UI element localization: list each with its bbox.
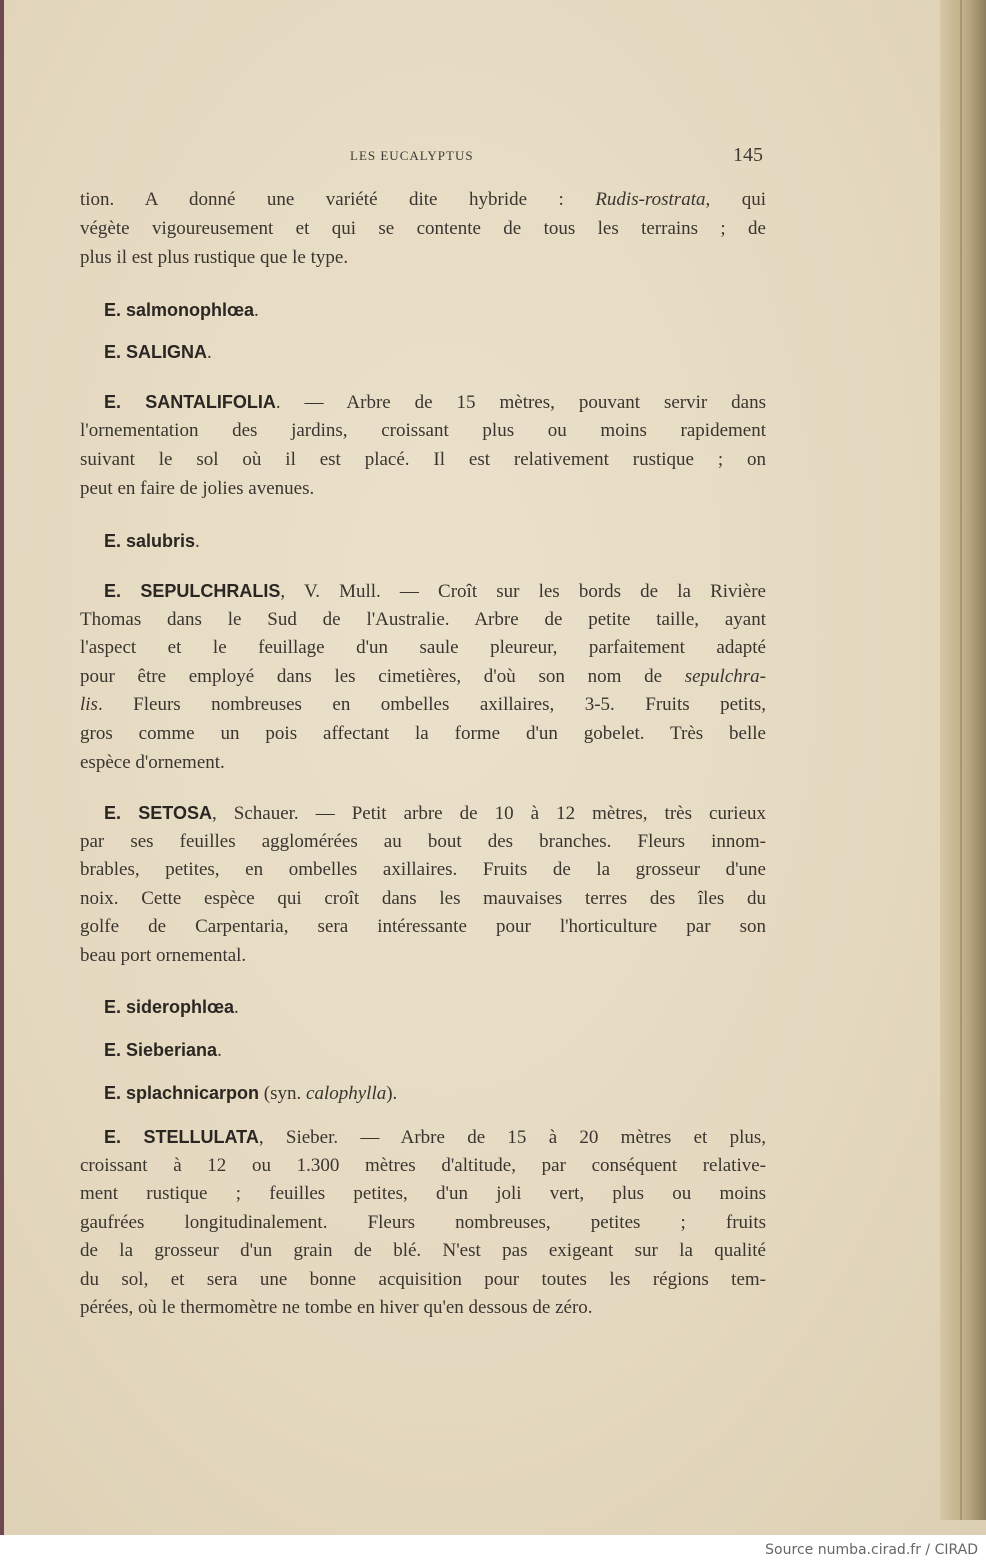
- text-run: .: [254, 300, 259, 321]
- species-name: E. siderophlœa: [104, 997, 235, 1017]
- italic-text: sepulchra-: [684, 665, 766, 687]
- text-line: [80, 420, 766, 442]
- text-run: peut en faire de jolies avenues.: [80, 478, 315, 499]
- text-run: pour être employé dans les cimetières, d'où son nom de: [80, 665, 685, 687]
- text-run: pérées, où le thermomètre ne tombe en hiver qu'en dessous de zéro.: [80, 1297, 593, 1318]
- binding-edge: [0, 0, 4, 1535]
- text-run: l'aspect et le feuillage d'un saule pleureur, parfaitement adapté: [80, 637, 766, 659]
- species-name: E. SANTALIFOLIA: [104, 392, 276, 412]
- page-edges: [940, 0, 986, 1520]
- text-line: [80, 449, 766, 471]
- text-run: , Sieber. — Arbre de 15 à 20 mètres et plus,: [258, 1127, 766, 1148]
- text-line: [80, 888, 766, 910]
- text-run: , qui: [705, 189, 767, 210]
- text-run: beau port ornemental.: [80, 945, 247, 966]
- text-line: [104, 341, 766, 364]
- text-run: suivant le sol où il est placé. Il est relativement rustique ; on: [80, 449, 766, 470]
- text-line: [80, 1183, 766, 1205]
- text-line: [80, 247, 766, 269]
- running-head: LES EUCALYPTUS: [350, 148, 474, 163]
- species-name: E. STELLULATA: [104, 1127, 259, 1147]
- text-line: [80, 189, 766, 211]
- text-line: [104, 580, 766, 603]
- text-line: [104, 1126, 766, 1149]
- species-name: E. SEPULCHRALIS: [104, 581, 281, 601]
- text-line: [80, 666, 766, 688]
- species-name: E. salmonophlœa: [104, 300, 255, 320]
- text-line: [80, 637, 766, 659]
- text-line: [104, 391, 766, 414]
- source-credit: Source numba.cirad.fr / CIRAD: [765, 1542, 978, 1558]
- text-run: croissant à 12 ou 1.300 mètres d'altitude, par conséquent relative-: [80, 1154, 766, 1176]
- text-run: végète vigoureusement et qui se contente de tous les terrains ; de: [80, 218, 766, 239]
- text-run: .: [195, 531, 200, 552]
- text-run: (syn.: [259, 1083, 307, 1104]
- text-line: [104, 1039, 766, 1062]
- text-line: [80, 723, 766, 745]
- text-run: gros comme un pois affectant la forme d'un gobelet. Très belle: [80, 723, 766, 744]
- text-line: [104, 299, 766, 322]
- text-line: [80, 478, 766, 500]
- text-line: [80, 609, 766, 631]
- text-run: .: [234, 997, 239, 1018]
- text-run: ).: [386, 1083, 398, 1104]
- text-run: , V. Mull. — Croît sur les bords de la Rivière: [280, 581, 766, 602]
- text-run: golfe de Carpentaria, sera intéressante pour l'horticulture par son: [80, 916, 766, 938]
- text-line: [80, 752, 766, 774]
- text-run: .: [217, 1040, 222, 1061]
- text-line: [104, 996, 766, 1019]
- text-line: [80, 859, 766, 881]
- text-line: [80, 1269, 766, 1291]
- text-run: du sol, et sera une bonne acquisition pour toutes les régions tem-: [80, 1268, 766, 1290]
- species-name: E. splachnicarpon: [104, 1083, 260, 1103]
- text-line: [80, 218, 766, 240]
- species-name: E. salubris: [104, 531, 196, 551]
- text-run: de la grosseur d'un grain de blé. N'est pas exigeant sur la qualité: [80, 1240, 766, 1261]
- text-run: tion. A donné une variété dite hybride :: [80, 189, 596, 210]
- text-run: ment rustique ; feuilles petites, d'un joli vert, plus ou moins: [80, 1183, 766, 1204]
- text-line: [80, 916, 766, 938]
- text-run: . Fleurs nombreuses en ombelles axillaires, 3-5. Fruits petits,: [97, 694, 766, 716]
- page-number: 145: [733, 144, 763, 166]
- species-name: E. Sieberiana: [104, 1040, 218, 1060]
- text-line: [80, 1155, 766, 1177]
- italic-text: Rudis-rostrata: [595, 189, 706, 210]
- text-line: [80, 945, 766, 967]
- text-run: espèce d'ornement.: [80, 751, 225, 773]
- italic-text: lis: [80, 694, 98, 716]
- text-run: . — Arbre de 15 mètres, pouvant servir dans: [275, 392, 766, 413]
- text-line: [80, 1240, 766, 1262]
- text-line: [104, 802, 766, 825]
- text-run: plus il est plus rustique que le type.: [80, 247, 349, 268]
- text-line: [104, 530, 766, 553]
- italic-text: calophylla: [306, 1083, 387, 1104]
- text-run: noix. Cette espèce qui croît dans les mauvaises terres des îles du: [80, 887, 766, 909]
- text-run: gaufrées longitudinalement. Fleurs nombreuses, petites ; fruits: [80, 1211, 766, 1233]
- text-run: , Schauer. — Petit arbre de 10 à 12 mètres, très curieux: [211, 803, 766, 824]
- text-line: [80, 1297, 766, 1319]
- species-name: E. SETOSA: [104, 803, 212, 823]
- text-line: [104, 1082, 766, 1105]
- text-line: [80, 1212, 766, 1234]
- text-run: brables, petites, en ombelles axillaires. Fruits de la grosseur d'une: [80, 859, 766, 881]
- text-run: par ses feuilles agglomérées au bout des branches. Fleurs innom-: [80, 830, 766, 852]
- text-run: .: [207, 342, 212, 363]
- species-name: E. SALIGNA: [104, 342, 208, 362]
- text-line: [80, 831, 766, 853]
- text-line: [80, 694, 766, 716]
- text-run: Thomas dans le Sud de l'Australie. Arbre de petite taille, ayant: [80, 608, 766, 630]
- text-run: l'ornementation des jardins, croissant plus ou moins rapidement: [80, 420, 766, 441]
